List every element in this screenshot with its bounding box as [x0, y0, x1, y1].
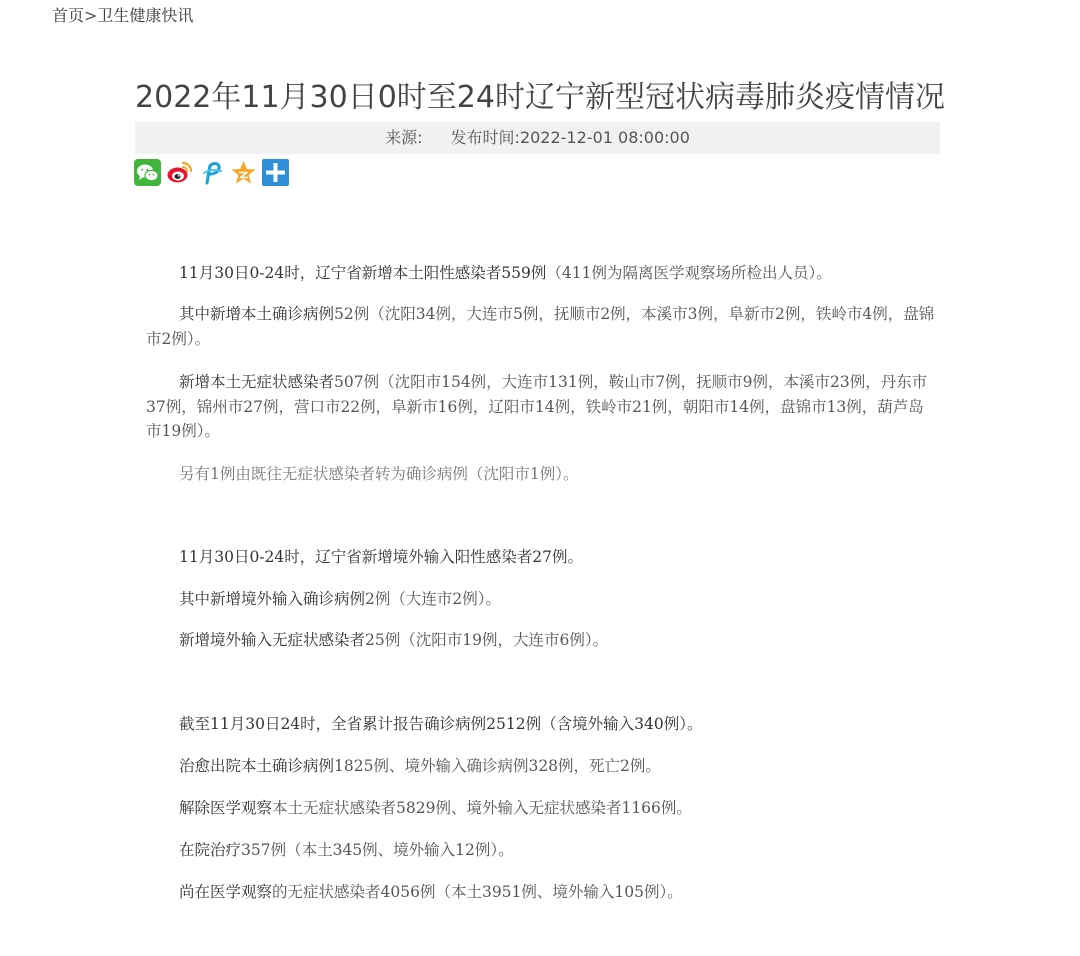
favorite-icon: [230, 159, 257, 186]
paragraph-lead: 治愈出院本土确诊病例: [179, 757, 335, 775]
paragraph-text: 另有1例由既往无症状感染者转为确诊病例（沈阳市1例）。: [179, 465, 579, 483]
source-label: 来源:: [385, 128, 423, 147]
wechat-share-button[interactable]: [134, 159, 161, 186]
published-value: 2022-12-01 08:00:00: [519, 128, 690, 147]
paragraph-text: 52例（沈阳34例，大连市5例，抚顺市2例，本溪市3例，阜新市2例，铁岭市4例，盘锦市2例）。: [146, 305, 935, 348]
paragraph-reclassified: [146, 462, 936, 487]
paragraph-imported-total: [146, 545, 936, 570]
favorite-share-button[interactable]: [230, 159, 257, 186]
paragraph-text: 2例（大连市2例）。: [365, 590, 501, 608]
paragraph-local-total: [146, 261, 936, 286]
paragraph-lead: 11月30日0-24时，辽宁省新增境外输入阳性感染者27例。: [179, 548, 583, 566]
paragraph-lead: 其中新增本土确诊病例: [179, 305, 335, 323]
breadcrumb-home-link[interactable]: 首页: [52, 6, 85, 25]
paragraph-lead: 11月30日0-24时，辽宁省新增本土阳性感染者559例: [179, 264, 547, 282]
breadcrumb-section-link[interactable]: 卫生健康快讯: [97, 6, 194, 25]
wechat-icon: [136, 163, 159, 183]
paragraph-lead: 解除医学观察: [179, 799, 273, 817]
paragraph-text: 25例（沈阳市19例，大连市6例）。: [365, 631, 609, 649]
paragraph-imported-confirmed: [146, 587, 936, 612]
article-meta-bar: [135, 122, 940, 154]
weibo-icon: [166, 159, 193, 186]
paragraph-lead: 截至11月30日24时，全省累计报告确诊病例2512例（含境外输入340例）。: [179, 715, 703, 733]
paragraph-text: 507例（沈阳市154例，大连市131例，鞍山市7例，抚顺市9例，本溪市23例，丹东市37例，锦州市27例，营口市22例，阜新市16例，辽阳市14例，铁岭市21例，朝阳市14例，盘锦市13例，葫芦岛市19例）。: [146, 373, 928, 440]
paragraph-lead: 新增境外输入无症状感染者: [179, 631, 366, 649]
paragraph-local-asymptomatic: [146, 370, 936, 444]
qzone-icon: [198, 159, 225, 186]
paragraph-under-observation: [146, 880, 936, 905]
published-label: 发布时间:: [450, 128, 520, 147]
breadcrumb: [52, 3, 193, 26]
page-title: 2022年11月30日0时至24时辽宁新型冠状病毒肺炎疫情情况: [135, 80, 945, 115]
paragraph-cumulative: [146, 712, 936, 737]
paragraph-text: （411例为隔离医学观察场所检出人员）。: [546, 264, 832, 282]
paragraph-lead: 新增本土无症状感染者: [179, 373, 335, 391]
paragraph-text: 的无症状感染者4056例（本土3951例、境外输入105例）。: [272, 883, 683, 901]
paragraph-lead: 其中新增境外输入确诊病例: [179, 590, 366, 608]
paragraph-hospitalized: [146, 838, 936, 863]
paragraph-released: [146, 796, 936, 821]
paragraph-recovered: [146, 754, 936, 779]
paragraph-text: 本土无症状感染者5829例、境外输入无症状感染者1166例。: [272, 799, 692, 817]
more-share-button[interactable]: [262, 159, 289, 186]
share-bar: [134, 159, 289, 186]
weibo-share-button[interactable]: [166, 159, 193, 186]
paragraph-lead: 尚在医学观察: [179, 883, 273, 901]
breadcrumb-separator: >: [84, 6, 98, 25]
paragraph-imported-asymptomatic: [146, 628, 936, 653]
paragraph-text: 357例（本土345例、境外输入12例）。: [241, 841, 514, 859]
paragraph-text: 1825例、境外输入确诊病例328例，死亡2例。: [334, 757, 661, 775]
qzone-share-button[interactable]: [198, 159, 225, 186]
more-icon: [262, 159, 289, 186]
paragraph-local-confirmed: [146, 302, 936, 351]
paragraph-lead: 在院治疗: [179, 841, 242, 859]
